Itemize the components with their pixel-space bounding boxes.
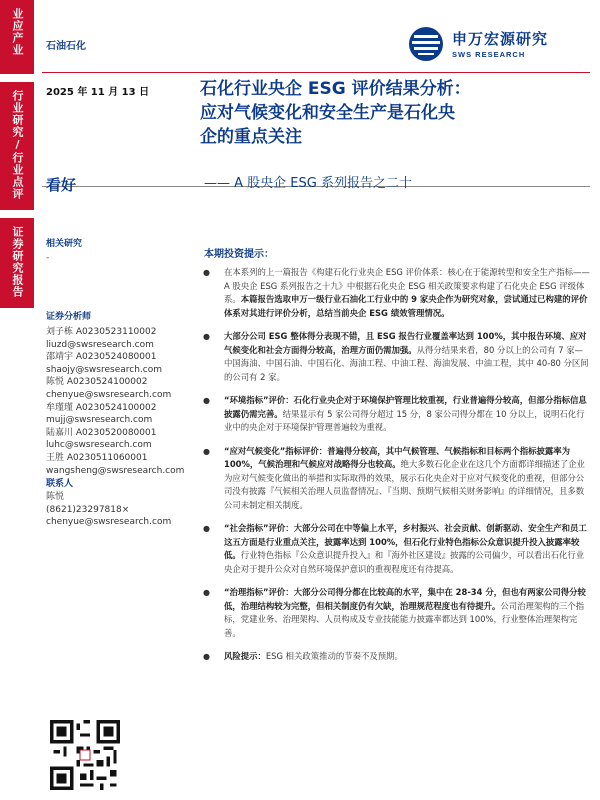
contact-email[interactable]: chenyue@swsresearch.com (46, 517, 172, 528)
bullet-plain-text: 结果显示有 5 家公司得分超过 15 分，8 家公司得分都在 10 分以上，说明石化行业中的央企对于环境保护管理普遍较为重视。 (224, 408, 585, 432)
rating-label: 看好 (46, 176, 77, 194)
bullet-dot-icon: ● (203, 396, 210, 405)
bullet-dot-icon: ● (203, 268, 210, 277)
bullet-bold-text: “环境指标”评价：石化行业央企对于环境保护管理比较重视，行业普遍得分较高，但部分指标信息披露仍需完善。 (224, 395, 587, 419)
bullet-dot-icon: ● (203, 652, 210, 661)
bullet-dot-icon: ● (203, 588, 210, 597)
logo-english-name: SWS RESEARCH (452, 50, 526, 59)
analyst-line: 刘子栋 A0230523110002 (46, 327, 157, 337)
analyst-email[interactable]: chenyue@swsresearch.com (46, 389, 172, 400)
bullet-bold-text: “应对气候变化”指标评价：普遍得分较高，其中气候管理、气候指标和目标两个指标披露率为 100%，气候治理和气候应对战略得分也较高。 (224, 445, 571, 469)
bullet-plain-text: ESG 相关政策推动的节奏不及预期。 (265, 651, 403, 661)
analyst-email[interactable]: shaojy@swsresearch.com (46, 364, 162, 375)
analyst-line: 邵靖宇 A0230524080001 (46, 352, 157, 363)
analyst-line: 陈悦 A0230524100002 (46, 377, 148, 388)
summary-bullet (200, 266, 590, 320)
summary-bullet (200, 522, 590, 576)
analyst-line: 牟瑾瑾 A0230524100002 (46, 402, 157, 413)
analyst-email[interactable]: wangsheng@swsresearch.com (46, 465, 185, 476)
bullet-plain-text: 从得分结果来看，80 分以上的公司有 7 家—中国海油、中国石油、中国石化、海油工程、中油工程、海油发展、中油工程，其中 40-80 分区间的公司有 2 家。 (224, 344, 589, 382)
analyst-list (46, 326, 186, 477)
related-research-item: - (46, 253, 50, 263)
summary-bullet (200, 586, 590, 640)
header-divider (42, 72, 590, 73)
title-line-3: 企的重点关注 (200, 127, 302, 147)
bullet-bold-text: “治理指标”评价：大部分公司得分都在比较高的水平，集中在 28-34 分，但也有两家公司得分较低，治理结构较为完整，但相关制度仍有欠缺，治理规范程度也有待提升。 (224, 587, 586, 611)
logo-chinese-name: 申万宏源研究 (452, 30, 549, 48)
sidebar-industry-tag: 业应产业 (0, 0, 34, 74)
report-title (200, 77, 588, 149)
bullet-dot-icon: ● (203, 446, 210, 456)
analyst-email[interactable]: mujj@swsresearch.com (46, 415, 153, 426)
report-subtitle: —— A 股央企 ESG 系列报告之二十 (204, 176, 412, 191)
analyst-line: 王胜 A0230511060001 (46, 452, 148, 463)
related-research-heading: 相关研究 (46, 239, 83, 249)
summary-bullet (200, 330, 590, 384)
analyst-line: 陆嘉川 A0230520080001 (46, 427, 157, 438)
left-column (46, 236, 186, 529)
industry-label: 石油石化 (46, 41, 86, 52)
summary-bullet (200, 394, 590, 435)
contact-phone: (8621)23297818× (46, 504, 130, 515)
bullet-bold-text: “社会指标”评价：大部分公司在中等偏上水平，乡村振兴、社会贡献、创新驱动、安全生产和员工这五方面是行业重点关注，披露率达到 100%，但石化行业特色指标公众意识提升投入披露率较低。 (224, 523, 587, 560)
bullet-bold-text: 风险提示： (224, 651, 266, 661)
bullet-plain-text: 行业特色指标『公众意识提升投入』和『海外社区建设』披露的公司偏少，可以看出石化行业央企对于提升公众对自然环境保护意识的重视程度还有待提高。 (224, 550, 585, 574)
bullet-dot-icon: ● (203, 332, 210, 341)
bullet-plain-text: 公司治理架构的三个指标，党建业务、治理架构、人员构成及专业技能能力披露率都达到 100%，行业整体治理架构完善。 (224, 600, 585, 638)
summary-bullet (200, 650, 590, 664)
title-line-1: 石化行业央企 ESG 评价结果分析： (200, 79, 471, 99)
summary-heading: 本期投资提示： (204, 249, 274, 260)
qr-code-icon (50, 720, 120, 790)
sidebar (0, 0, 34, 800)
sidebar-securities-tag: 证券研究报告 (0, 218, 34, 308)
bullet-bold-text: 本篇报告选取申万一级行业石油化工行业中的 9 家央企作为研究对象，尝试通过已构建的评价体系对其进行评价分析，总结当前央企 ESG 绩效管理情况。 (224, 294, 588, 318)
contact-name: 陈悦 (46, 492, 65, 503)
bullet-dot-icon: ● (203, 524, 210, 533)
sidebar-report-type: 行业研究/行业点评 (0, 82, 34, 210)
title-line-2: 应对气候变化和安全生产是石化央 (200, 103, 455, 123)
logo-globe-icon (408, 26, 444, 62)
bullet-bold-text: 大部分公司 ESG 整体得分表现不错，且 ESG 报告行业覆盖率达到 100%，其中报告环境、应对气候变化和社会方面得分较高，治理方面仍需加强。 (224, 331, 587, 355)
contact-heading: 联系人 (46, 479, 74, 490)
bullet-plain-text: 在本系列的上一篇报告《构建石化行业央企 ESG 评价体系：核心在于能源转型和安全生产指标——A 股央企 ESG 系列报告之十九》中根据石化央企 ESG 相关政策要求构建了石化央企 ESG 评级体系。 (224, 267, 590, 304)
analyst-email[interactable]: liuzd@swsresearch.com (46, 339, 154, 350)
analysts-heading: 证券分析师 (46, 312, 92, 322)
report-date: 2025 年 11 月 13 日 (46, 87, 150, 98)
summary-bullets (200, 266, 590, 674)
bullet-plain-text: 绝大多数石化企业在这几个方面都详细描述了企业为应对气候变化做出的举措和实际取得的效果，展示石化央企对于应对气候变化的重视，但部分公司没有披露『气候相关治理人员监督情况』、『当期、预期气候相关财务影响』的详细情况，且多数公司未制定相关制度。 (224, 459, 585, 510)
summary-bullet (200, 445, 590, 513)
company-logo (408, 26, 583, 66)
analyst-email[interactable]: luhc@swsresearch.com (46, 440, 152, 451)
